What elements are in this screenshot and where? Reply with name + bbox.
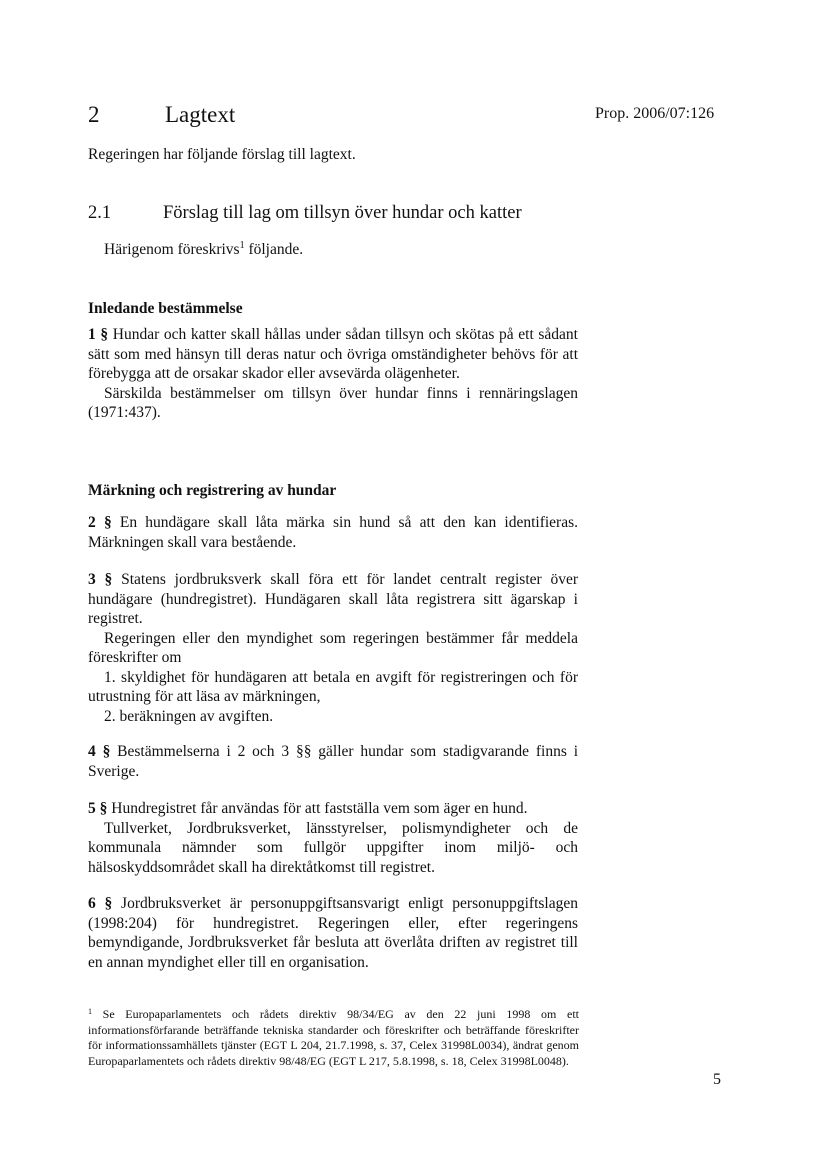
heading-inledande: Inledande bestämmelse bbox=[88, 300, 243, 317]
footnote-number: 1 bbox=[88, 1007, 92, 1016]
footnote bbox=[88, 1004, 579, 1069]
paragraph-3-item-1: 1. skyldighet för hundägaren att betala en avgift för registreringen och för utrustning för att läsa av märkningen, bbox=[88, 668, 578, 705]
paragraph-5-text bbox=[88, 799, 578, 819]
page-number: 5 bbox=[713, 1071, 721, 1088]
section-title: Förslag till lag om tillsyn över hundar och katter bbox=[163, 203, 522, 223]
footnote-text: Se Europaparlamentets och rådets direktiv 98/34/EG av den 22 juni 1998 om ett informationsförfarande beträffande tekniska standarder och föreskrifter och beträffande föreskrifter för informationssamhällets tjänster (EGT L 204, 21.7.1998, s. 37, Celex 31998L0034), ändrat genom Europaparlamentets och rådets direktiv 98/48/EG (EGT L 217, 5.8.1998, s. 18, Celex 31998L0048). bbox=[88, 1007, 579, 1068]
paragraph-number: 2 § bbox=[88, 514, 112, 531]
paragraph-5 bbox=[88, 799, 578, 877]
footnote-marker: 1 bbox=[239, 240, 245, 251]
chapter-number: 2 bbox=[88, 102, 100, 127]
paragraph-5-second: Tullverket, Jordbruksverket, länsstyrelser, polismyndigheter och de kommunala nämnder som fullgör uppgifter inom miljö- och hälsoskyddsområdet skall ha direktåtkomst till registret. bbox=[88, 819, 578, 876]
paragraph-body: Jordbruksverket är personuppgiftsansvarigt enligt personuppgiftslagen (1998:204) för hundregistret. Regeringen eller, efter regeringens bemyndigande, Jordbruksverket får besluta att överlåta driften av registret till en annan myndighet eller till en organisation. bbox=[88, 895, 578, 971]
paragraph-4 bbox=[88, 742, 578, 781]
section-number: 2.1 bbox=[88, 203, 112, 223]
paragraph-number: 4 § bbox=[88, 743, 111, 760]
paragraph-4-text bbox=[88, 742, 578, 781]
paragraph-number: 6 § bbox=[88, 895, 113, 912]
paragraph-1-text bbox=[88, 325, 578, 384]
paragraph-body: Statens jordbruksverk skall föra ett för landet centralt register över hundägare (hundregistret). Hundägaren skall låta registrera sitt ägarskap i registret. bbox=[88, 571, 579, 627]
proposition-reference: Prop. 2006/07:126 bbox=[595, 105, 715, 122]
paragraph-body: Bestämmelserna i 2 och 3 §§ gäller hundar som stadigvarande finns i Sverige. bbox=[88, 743, 579, 780]
paragraph-2 bbox=[88, 513, 578, 552]
paragraph-3-item-2: 2. beräkningen av avgiften. bbox=[104, 707, 274, 725]
paragraph-3-second: Regeringen eller den myndighet som regeringen bestämmer får meddela föreskrifter om bbox=[88, 629, 578, 666]
paragraph-3-text bbox=[88, 570, 578, 629]
enactment-text: Härigenom föreskrivs bbox=[104, 241, 240, 258]
paragraph-2-text bbox=[88, 513, 578, 552]
paragraph-number: 5 § bbox=[88, 800, 108, 817]
paragraph-number: 1 § bbox=[88, 326, 109, 343]
chapter-title: Lagtext bbox=[165, 102, 236, 127]
enactment-clause bbox=[104, 240, 303, 259]
paragraph-6 bbox=[88, 894, 578, 972]
paragraph-6-text bbox=[88, 894, 578, 972]
enactment-text-end: följande. bbox=[244, 241, 304, 258]
paragraph-3 bbox=[88, 570, 578, 726]
paragraph-number: 3 § bbox=[88, 571, 113, 588]
paragraph-body: Hundregistret får användas för att fastställa vem som äger en hund. bbox=[107, 800, 528, 817]
paragraph-body: Hundar och katter skall hållas under sådan tillsyn och skötas på ett sådant sätt som med hänsyn till deras natur och övriga omständigheter behövs för att förebygga att de orsakar skador eller avsevärda olägenheter. bbox=[88, 326, 578, 382]
paragraph-body: En hundägare skall låta märka sin hund så att den kan identifieras. Märkningen skall vara bestående. bbox=[88, 514, 578, 551]
paragraph-1-second: Särskilda bestämmelser om tillsyn över hundar finns i rennäringslagen (1971:437). bbox=[88, 384, 578, 421]
intro-text: Regeringen har följande förslag till lagtext. bbox=[88, 146, 356, 163]
paragraph-1 bbox=[88, 325, 578, 423]
heading-markning: Märkning och registrering av hundar bbox=[88, 482, 337, 499]
